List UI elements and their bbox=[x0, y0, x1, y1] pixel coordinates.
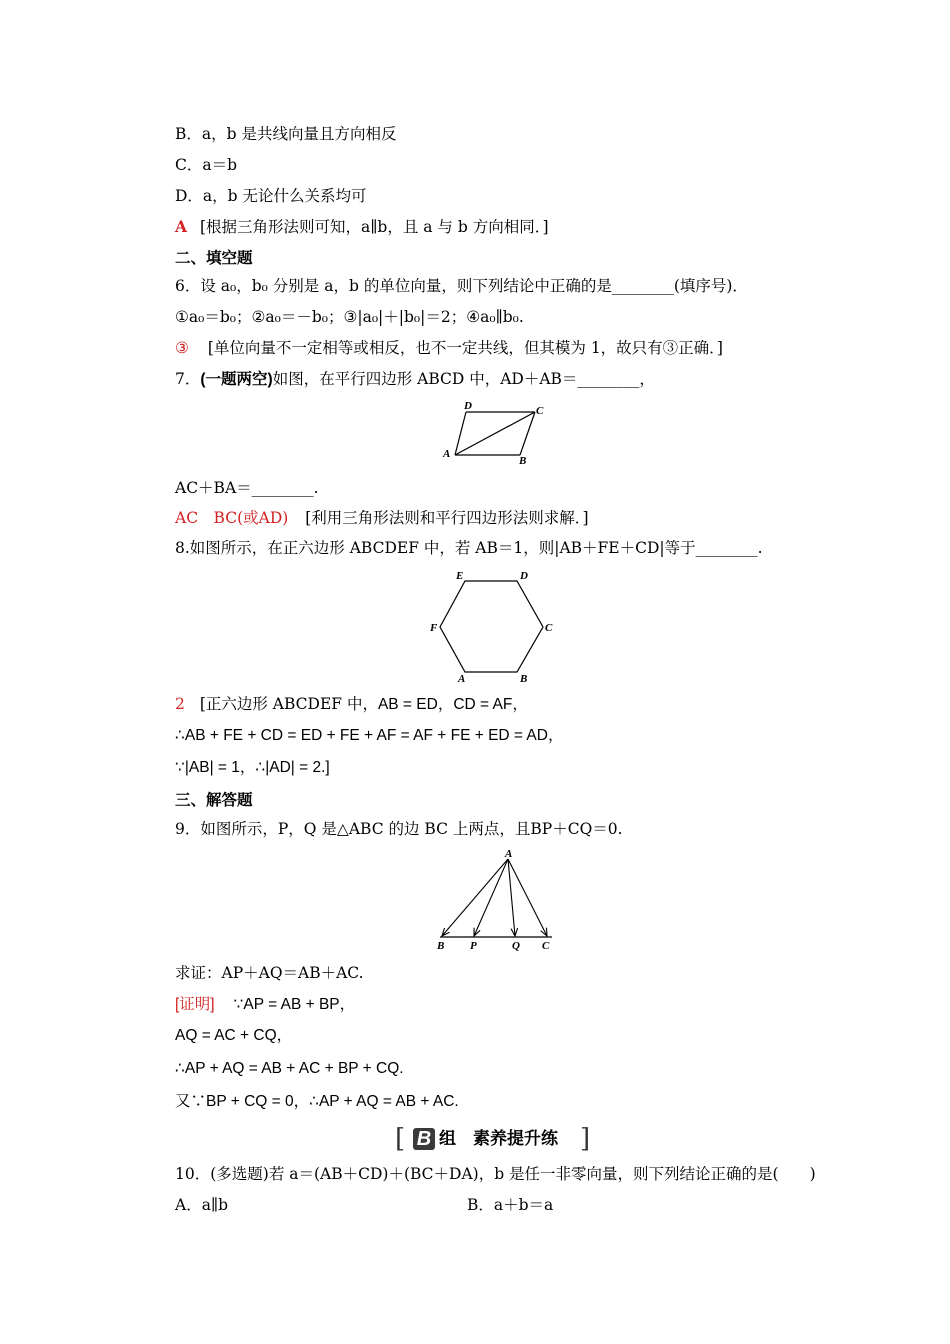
edge-da bbox=[455, 412, 466, 455]
banner-title: 组 素养提升练 bbox=[439, 1129, 558, 1149]
answer-label: A bbox=[175, 217, 188, 236]
answer-8-step-2: ∴AB + FE + CD = ED + FE + AF = AF + FE + ED = AD， bbox=[175, 727, 564, 744]
proof-line-2: AQ = AC + CQ， bbox=[175, 1027, 293, 1044]
vertex-label-d: D bbox=[520, 570, 528, 582]
line-answer-6 bbox=[175, 338, 723, 358]
diagonal-ac bbox=[455, 412, 535, 455]
hexagon-shape bbox=[440, 581, 543, 672]
proof-line-1 bbox=[175, 994, 355, 1015]
answer-8-step-3: ∵|AB| = 1，∴|AD| = 2.] bbox=[175, 759, 330, 776]
vertex-label-f: F bbox=[430, 622, 438, 634]
line-option-b: B．a，b 是共线向量且方向相反 bbox=[175, 125, 397, 143]
proof-text: BP + CQ = 0，∴AP + AQ = AB + AC. bbox=[206, 1093, 459, 1110]
proof-text: ∵AP = AB + BP， bbox=[233, 996, 356, 1013]
line-answer-5 bbox=[175, 217, 549, 237]
proof-line-4 bbox=[175, 1091, 459, 1112]
question-text: 如图，在平行四边形 ABCD 中，AD＋AB＝________， bbox=[272, 370, 655, 388]
point-label-c: C bbox=[542, 940, 550, 952]
proof-label: [证明] bbox=[175, 996, 215, 1013]
line-answer-8 bbox=[175, 694, 528, 715]
answer-explanation: [正六边形 ABCDEF 中， bbox=[199, 695, 378, 713]
proof-prefix: 又∵ bbox=[175, 1092, 207, 1110]
question-7 bbox=[175, 369, 655, 390]
section-banner-b bbox=[395, 1125, 595, 1155]
vertex-label-b: B bbox=[520, 673, 528, 685]
answer-label: AC BC(或AD) bbox=[175, 509, 289, 527]
vertex-label-b: B bbox=[519, 455, 527, 466]
question-number: 7． bbox=[175, 370, 201, 388]
question-10: 10．(多选题)若 a＝(AB＋CD)＋(BC＋DA)，b 是任一非零向量，则下列结论正确的是( ) bbox=[175, 1165, 816, 1183]
point-label-q: Q bbox=[512, 940, 520, 952]
section-heading-solve: 三、解答题 bbox=[175, 790, 253, 809]
question-9: 9．如图所示，P，Q 是△ABC 的边 BC 上两点，且BP＋CQ＝0. bbox=[175, 820, 623, 838]
question-9-prove: 求证：AP＋AQ＝AB＋AC. bbox=[175, 964, 364, 982]
proof-line-3: ∴AP + AQ = AB + AC + BP + CQ. bbox=[175, 1060, 404, 1077]
question-10-options bbox=[175, 1195, 554, 1215]
vertex-label-a: A bbox=[505, 848, 513, 860]
point-label-p: P bbox=[470, 940, 477, 952]
question-6-options: ①a₀＝b₀；②a₀＝－b₀；③|a₀|＋|b₀|＝2；④a₀∥b₀. bbox=[175, 308, 524, 326]
banner-right-bracket: ] bbox=[580, 1124, 591, 1154]
question-tag: (一题两空) bbox=[200, 371, 273, 388]
banner-group-icon: B bbox=[413, 1128, 435, 1150]
answer-explanation: [根据三角形法则可知，a∥b，且 a 与 b 方向相同．] bbox=[199, 218, 549, 236]
vertex-label-c: C bbox=[536, 405, 544, 417]
vertex-label-a: A bbox=[443, 448, 451, 460]
vertex-label-c: C bbox=[545, 622, 553, 634]
option-b: B．a＋b＝a bbox=[467, 1196, 554, 1214]
line-option-c: C．a＝b bbox=[175, 156, 238, 174]
section-heading-fill-blank: 二、填空题 bbox=[175, 248, 253, 267]
vertex-label-d: D bbox=[464, 400, 472, 412]
question-8: 8.如图所示，在正六边形 ABCDEF 中，若 AB＝1，则|AB＋FE＋CD|等于________. bbox=[175, 539, 763, 557]
parallelogram-figure bbox=[440, 398, 560, 466]
answer-label: 2 bbox=[175, 695, 185, 713]
vector-ab bbox=[442, 859, 508, 936]
answer-explanation-vec: AB = ED，CD = AF， bbox=[377, 696, 528, 713]
triangle-figure bbox=[430, 845, 560, 953]
vector-ap bbox=[474, 859, 508, 936]
answer-label: ③ bbox=[175, 339, 189, 357]
option-a: A．a∥b bbox=[175, 1196, 229, 1214]
banner-left-bracket: [ bbox=[395, 1124, 406, 1154]
line-option-d: D．a，b 无论什么关系均可 bbox=[175, 187, 367, 205]
answer-explanation: [单位向量不一定相等或相反，也不一定共线，但其模为 1，故只有③正确．] bbox=[207, 339, 723, 357]
hexagon-figure bbox=[425, 567, 560, 685]
question-7-second-blank: AC＋BA＝________. bbox=[175, 479, 319, 497]
question-6: 6．设 a₀，b₀ 分别是 a，b 的单位向量，则下列结论中正确的是________(填序号)． bbox=[175, 277, 748, 295]
vertex-label-e: E bbox=[456, 570, 464, 582]
vertex-label-a: A bbox=[458, 673, 466, 685]
point-label-b: B bbox=[437, 940, 445, 952]
line-answer-7 bbox=[175, 508, 589, 528]
answer-explanation: [利用三角形法则和平行四边形法则求解．] bbox=[305, 509, 589, 527]
